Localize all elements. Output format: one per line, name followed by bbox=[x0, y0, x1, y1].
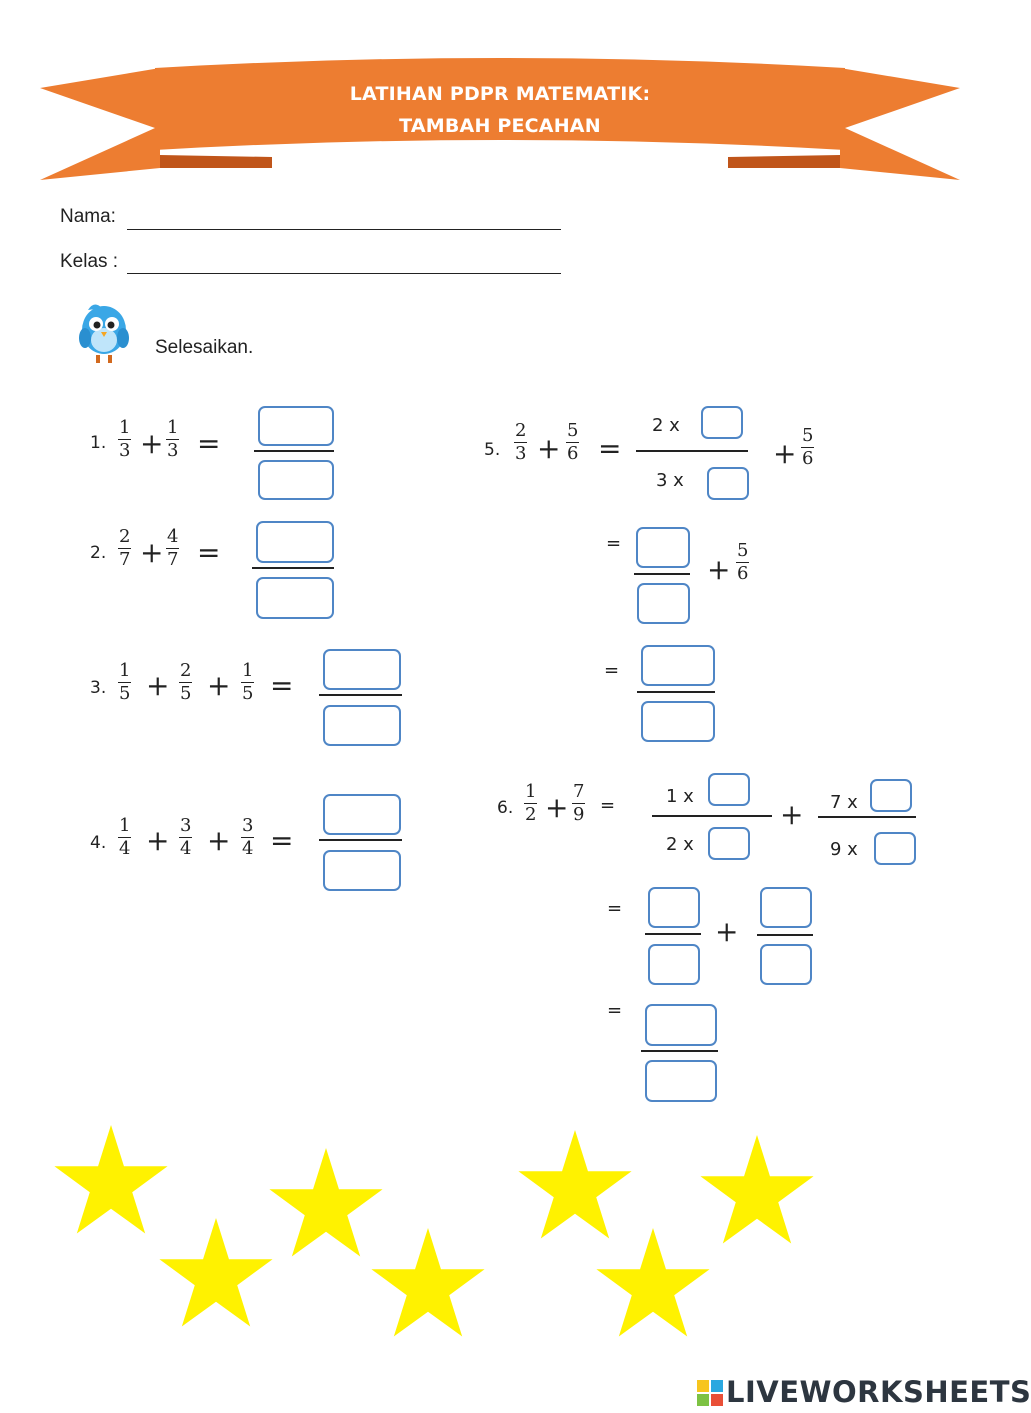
q5-number: 5. bbox=[484, 440, 501, 460]
q5-step2-equals: = bbox=[606, 533, 622, 554]
q1-plus: + bbox=[140, 427, 164, 460]
q6-step2-numerator-box-2[interactable] bbox=[760, 887, 812, 928]
q6-plus: + bbox=[545, 791, 569, 824]
q4-fraction-3: 3 4 bbox=[242, 815, 254, 859]
q1-number: 1. bbox=[90, 433, 107, 453]
q4-fraction-2: 3 4 bbox=[180, 815, 192, 859]
q5-step2-fraction: 5 6 bbox=[737, 540, 749, 584]
q1-answer-denominator[interactable] bbox=[258, 460, 334, 500]
q5-step3-equals: = bbox=[604, 660, 620, 681]
q2-fraction-1: 2 7 bbox=[119, 526, 131, 570]
q3-equals: = bbox=[270, 669, 294, 702]
star-icon-6 bbox=[369, 1228, 487, 1340]
q2-fraction-bar bbox=[252, 567, 334, 569]
q5-step2-bar bbox=[634, 573, 690, 575]
q5-plus: + bbox=[537, 432, 561, 465]
blue-bird-icon bbox=[76, 300, 132, 366]
q5-step2-numerator-box[interactable] bbox=[636, 527, 690, 568]
q6-step2-bar-1 bbox=[645, 933, 701, 935]
q6-step1-bar-1 bbox=[652, 815, 772, 817]
q5-bottom-multiplier: 3 x bbox=[656, 470, 684, 491]
q6-step1-plus: + bbox=[780, 798, 804, 831]
q6-step2-bar-2 bbox=[757, 934, 813, 936]
star-icon-5 bbox=[157, 1218, 275, 1330]
q6-bottom-multiplier-1: 2 x bbox=[666, 834, 694, 855]
q3-fraction-2: 2 5 bbox=[180, 660, 192, 704]
q6-step2-plus: + bbox=[715, 915, 739, 948]
class-label: Kelas : bbox=[60, 251, 119, 272]
q4-answer-denominator[interactable] bbox=[323, 850, 401, 891]
q6-step1-numerator-box-1[interactable] bbox=[708, 773, 750, 806]
q6-equals: = bbox=[600, 795, 616, 816]
q2-number: 2. bbox=[90, 543, 107, 563]
q1-fraction-bar bbox=[254, 450, 334, 452]
star-icon-1 bbox=[52, 1125, 170, 1237]
q6-bottom-multiplier-2: 9 x bbox=[830, 839, 858, 860]
q6-fraction-2: 7 9 bbox=[573, 781, 585, 825]
q1-fraction-1: 1 3 bbox=[119, 417, 131, 461]
q5-step1-denominator-box[interactable] bbox=[707, 467, 749, 500]
q2-answer-numerator[interactable] bbox=[256, 521, 334, 563]
q4-plus-2: + bbox=[207, 824, 231, 857]
q3-plus-1: + bbox=[146, 669, 170, 702]
q5-step1-numerator-box[interactable] bbox=[701, 406, 743, 439]
banner-title-line1: LATIHAN PDPR MATEMATIK: bbox=[349, 83, 651, 105]
q6-step1-denominator-box-2[interactable] bbox=[874, 832, 916, 865]
q6-fraction-1: 1 2 bbox=[525, 781, 537, 825]
footer-brand: LIVEWORKSHEETS bbox=[726, 1375, 1031, 1409]
q6-step1-denominator-box-1[interactable] bbox=[708, 827, 750, 860]
q5-step3-bar bbox=[637, 691, 715, 693]
q3-plus-2: + bbox=[207, 669, 231, 702]
q6-step3-bar bbox=[641, 1050, 718, 1052]
q6-step1-bar-2 bbox=[818, 816, 916, 818]
name-label: Nama: bbox=[60, 206, 116, 227]
q5-fraction-1: 2 3 bbox=[515, 420, 527, 464]
q6-step3-equals: = bbox=[607, 1000, 623, 1021]
q5-step2-denominator-box[interactable] bbox=[637, 583, 690, 624]
q2-fraction-2: 4 7 bbox=[167, 526, 179, 570]
star-icon-3 bbox=[516, 1130, 634, 1242]
q5-step3-denominator-box[interactable] bbox=[641, 701, 715, 742]
name-field[interactable] bbox=[127, 229, 561, 230]
q3-fraction-3: 1 5 bbox=[242, 660, 254, 704]
q1-fraction-2: 1 3 bbox=[167, 417, 179, 461]
q4-number: 4. bbox=[90, 833, 107, 853]
q3-fraction-bar bbox=[319, 694, 402, 696]
q6-step3-denominator-box[interactable] bbox=[645, 1060, 717, 1102]
q5-step1-fraction: 5 6 bbox=[802, 425, 814, 469]
q1-answer-numerator[interactable] bbox=[258, 406, 334, 446]
q6-top-multiplier-2: 7 x bbox=[830, 792, 858, 813]
instruction-text: Selesaikan. bbox=[155, 337, 254, 358]
q4-fraction-1: 1 4 bbox=[119, 815, 131, 859]
q5-equals: = bbox=[598, 432, 622, 465]
q6-step2-numerator-box-1[interactable] bbox=[648, 887, 700, 928]
q6-step3-numerator-box[interactable] bbox=[645, 1004, 717, 1046]
q5-fraction-2: 5 6 bbox=[567, 420, 579, 464]
banner-title-line2: TAMBAH PECAHAN bbox=[399, 115, 601, 137]
q6-step2-denominator-box-1[interactable] bbox=[648, 944, 700, 985]
q6-step2-equals: = bbox=[607, 898, 623, 919]
q1-equals: = bbox=[197, 427, 221, 460]
q5-step3-numerator-box[interactable] bbox=[641, 645, 715, 686]
q4-fraction-bar bbox=[319, 839, 402, 841]
star-icon-4 bbox=[698, 1135, 816, 1247]
q6-step1-numerator-box-2[interactable] bbox=[870, 779, 912, 812]
q6-step2-denominator-box-2[interactable] bbox=[760, 944, 812, 985]
star-icon-7 bbox=[594, 1228, 712, 1340]
q5-step2-plus: + bbox=[707, 553, 731, 586]
q3-answer-denominator[interactable] bbox=[323, 705, 401, 746]
q2-answer-denominator[interactable] bbox=[256, 577, 334, 619]
q5-top-multiplier: 2 x bbox=[652, 415, 680, 436]
q6-number: 6. bbox=[497, 798, 514, 818]
q3-fraction-1: 1 5 bbox=[119, 660, 131, 704]
q2-equals: = bbox=[197, 536, 221, 569]
q4-answer-numerator[interactable] bbox=[323, 794, 401, 835]
class-field[interactable] bbox=[127, 273, 561, 274]
q6-top-multiplier-1: 1 x bbox=[666, 786, 694, 807]
q2-plus: + bbox=[140, 536, 164, 569]
q4-equals: = bbox=[270, 824, 294, 857]
liveworksheets-logo-icon bbox=[697, 1380, 723, 1406]
star-icon-2 bbox=[267, 1148, 385, 1260]
q4-plus-1: + bbox=[146, 824, 170, 857]
q3-number: 3. bbox=[90, 678, 107, 698]
q5-step1-bar bbox=[636, 450, 748, 452]
q5-step1-plus: + bbox=[773, 437, 797, 470]
q3-answer-numerator[interactable] bbox=[323, 649, 401, 690]
